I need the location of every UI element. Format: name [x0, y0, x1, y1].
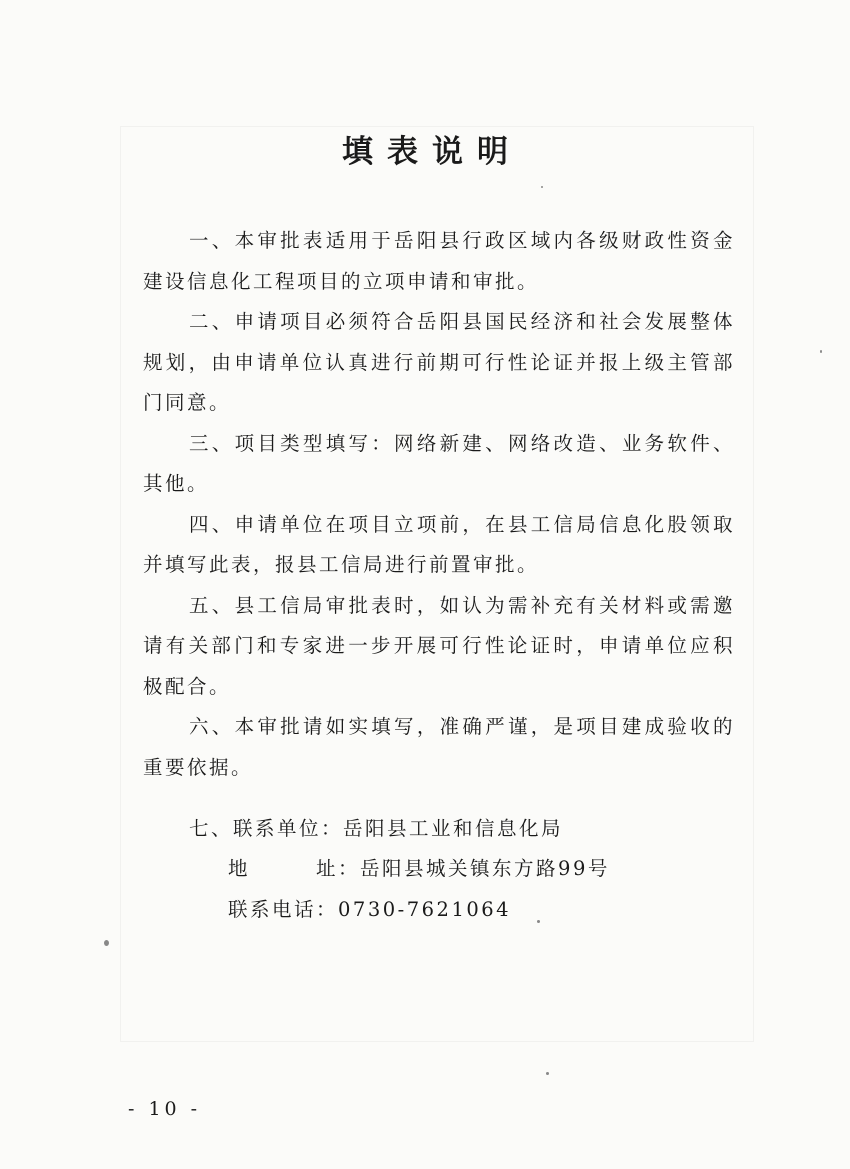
scan-speck	[546, 1072, 549, 1075]
instruction-paragraph-1: 一、本审批表适用于岳阳县行政区域内各级财政性资金建设信息化工程项目的立项申请和审批。	[143, 229, 735, 293]
contact-address-label-first: 地	[228, 857, 251, 880]
contact-unit-value: 岳阳县工业和信息化局	[343, 817, 564, 840]
instruction-paragraph-6: 六、本审批请如实填写，准确严谨，是项目建成验收的重要依据。	[143, 715, 735, 779]
scan-speck	[537, 920, 540, 923]
scan-speck	[541, 186, 543, 188]
instructions-body	[143, 221, 735, 788]
contact-address-line	[228, 855, 610, 883]
contact-phone-line	[228, 896, 511, 924]
scan-speck	[104, 940, 109, 946]
instruction-paragraph-3: 三、项目类型填写：网络新建、网络改造、业务软件、其他。	[143, 431, 735, 495]
instruction-paragraph-5: 五、县工信局审批表时，如认为需补充有关材料或需邀请有关部门和专家进一步开展可行性论证时，申请单位应积极配合。	[143, 593, 735, 698]
instruction-paragraph-4: 四、申请单位在项目立项前，在县工信局信息化股领取并填写此表，报县工信局进行前置审批。	[143, 512, 735, 576]
page-number: - 10 -	[128, 1098, 202, 1120]
contact-unit-label: 七、联系单位：	[189, 817, 344, 840]
contact-phone-label: 联系电话：	[228, 898, 339, 921]
instruction-paragraph-2: 二、申请项目必须符合岳阳县国民经济和社会发展整体规划，由申请单位认真进行前期可行性论证并报上级主管部门同意。	[143, 310, 735, 414]
scan-speck	[820, 350, 822, 353]
page-title: 填表说明	[342, 134, 522, 170]
contact-address-value: 岳阳县城关镇东方路99号	[360, 857, 610, 880]
contact-unit-line	[189, 815, 563, 843]
contact-address-label-second: 址：	[316, 857, 361, 880]
contact-phone-value: 0730-7621064	[338, 898, 512, 921]
